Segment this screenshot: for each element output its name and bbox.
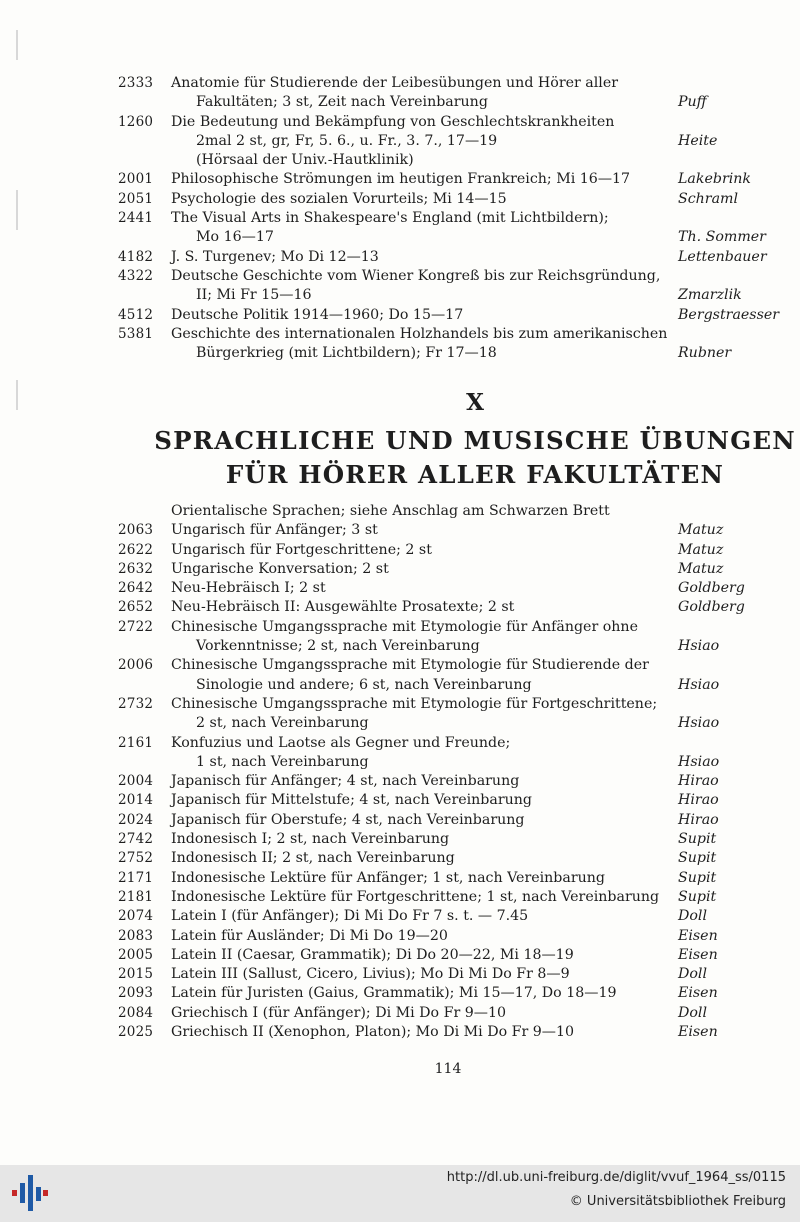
course-entry	[0, 541, 800, 560]
instructor-name: Hsiao	[678, 638, 720, 655]
course-title-line: Latein II (Caesar, Grammatik); Di Do 20—22, Mi 18—19	[171, 946, 574, 963]
course-number: 2074	[118, 908, 154, 925]
course-entry	[0, 946, 800, 965]
course-entry	[0, 927, 800, 946]
course-entry	[0, 209, 800, 248]
course-title-line: Die Bedeutung und Bekämpfung von Geschlechtskrankheiten	[171, 113, 615, 130]
instructor-name: Puff	[678, 94, 707, 111]
course-number: 4322	[118, 267, 154, 284]
course-number: 5381	[118, 325, 154, 342]
instructor-name: Zmarzlik	[678, 287, 742, 304]
course-title-line: Latein für Ausländer; Di Mi Do 19—20	[171, 927, 448, 944]
instructor-name: Matuz	[678, 541, 724, 558]
course-number: 2015	[118, 966, 154, 983]
course-number: 2632	[118, 560, 154, 577]
course-number: 2622	[118, 541, 154, 558]
course-title-line: Anatomie für Studierende der Leibesübungen und Hörer aller	[171, 75, 619, 91]
section-title-line2: FÜR HÖRER ALLER FAKULTÄTEN	[225, 460, 725, 489]
course-number: 2025	[118, 1024, 154, 1041]
instructor-name: Lakebrink	[678, 171, 752, 188]
footer-bar	[0, 1165, 800, 1222]
course-title-line: Sinologie und andere; 6 st, nach Vereinbarung	[196, 676, 532, 693]
course-number: 2732	[118, 695, 154, 712]
course-number: 2441	[118, 210, 154, 227]
instructor-name: Hsiao	[678, 676, 720, 693]
course-title-line: Neu-Hebräisch II: Ausgewählte Prosatexte; 2 st	[171, 599, 515, 616]
course-entry	[0, 521, 800, 540]
course-title-line: Ungarisch für Anfänger; 3 st	[171, 522, 378, 539]
course-title-line: Latein für Juristen (Gaius, Grammatik); Mi 15—17, Do 18—19	[171, 985, 617, 1002]
course-entry	[0, 1004, 800, 1023]
course-number: 2063	[118, 522, 154, 539]
course-number: 2051	[118, 190, 154, 207]
instructor-name: Goldberg	[678, 599, 745, 616]
course-title-line: 1 st, nach Vereinbarung	[196, 753, 369, 770]
instructor-name: Supit	[678, 888, 717, 905]
course-entry	[0, 888, 800, 907]
course-title-line: Geschichte des internationalen Holzhandels bis zum amerikanischen	[171, 325, 668, 342]
instructor-name: Supit	[678, 869, 717, 886]
course-number: 2024	[118, 811, 154, 828]
course-entry	[0, 267, 800, 306]
course-entry	[0, 502, 800, 521]
course-title-line: Griechisch II (Xenophon, Platon); Mo Di Mi Do Fr 9—10	[171, 1024, 575, 1041]
instructor-name: Matuz	[678, 522, 724, 539]
course-title-line: Indonesische Lektüre für Anfänger; 1 st, nach Vereinbarung	[171, 869, 605, 886]
course-title-line: Indonesisch II; 2 st, nach Vereinbarung	[171, 850, 455, 867]
instructor-name: Supit	[678, 831, 717, 848]
course-entry	[0, 560, 800, 579]
course-entry	[0, 1023, 800, 1042]
instructor-name: Rubner	[678, 345, 732, 362]
instructor-name: Matuz	[678, 560, 724, 577]
section-title-line1: SPRACHLICHE UND MUSISCHE ÜBUNGEN	[154, 426, 796, 455]
instructor-name: Hirao	[678, 792, 719, 809]
course-entry	[0, 849, 800, 868]
course-title-line: II; Mi Fr 15—16	[196, 287, 312, 304]
course-entry	[0, 113, 800, 171]
course-number: 2093	[118, 985, 154, 1002]
course-entry	[0, 598, 800, 617]
course-entry	[0, 325, 800, 364]
course-entry	[0, 830, 800, 849]
course-title-line: Mo 16—17	[196, 229, 274, 246]
course-title-line: Chinesische Umgangssprache mit Etymologie für Fortgeschrittene;	[171, 695, 658, 712]
course-title-line: Bürgerkrieg (mit Lichtbildern); Fr 17—18	[196, 345, 497, 362]
course-number: 1260	[118, 113, 154, 130]
course-title-line: Griechisch I (für Anfänger); Di Mi Do Fr 9—10	[171, 1004, 507, 1021]
course-title-line: Japanisch für Mittelstufe; 4 st, nach Vereinbarung	[171, 792, 532, 809]
library-logo-icon	[10, 1173, 50, 1213]
instructor-name: Hsiao	[678, 715, 720, 732]
course-number: 2161	[118, 734, 154, 751]
course-title-line: Japanisch für Anfänger; 4 st, nach Vereinbarung	[171, 773, 520, 790]
course-entry	[0, 965, 800, 984]
instructor-name: Eisen	[678, 946, 718, 963]
document-url-link[interactable]: http://dl.ub.uni-freiburg.de/diglit/vvuf_1964_ss/0115	[446, 1170, 786, 1185]
course-title-line: Orientalische Sprachen; siehe Anschlag am Schwarzen Brett	[171, 503, 610, 519]
instructor-name: Eisen	[678, 985, 718, 1002]
instructor-name: Doll	[678, 966, 707, 983]
course-title-line: 2mal 2 st, gr, Fr, 5. 6., u. Fr., 3. 7., 17—19	[196, 132, 498, 149]
course-number: 2642	[118, 580, 154, 597]
copyright-notice: © Universitätsbibliothek Freiburg	[569, 1194, 786, 1209]
course-number: 4512	[118, 306, 154, 323]
course-entry	[0, 306, 800, 325]
course-title-line: Konfuzius und Laotse als Gegner und Freunde;	[171, 734, 511, 751]
instructor-name: Heite	[678, 132, 718, 149]
course-title-line: Ungarisch für Fortgeschrittene; 2 st	[171, 541, 432, 558]
course-number: 2742	[118, 831, 154, 848]
course-number: 2006	[118, 657, 154, 674]
course-number: 2171	[118, 869, 154, 886]
course-title-line: Deutsche Geschichte vom Wiener Kongreß bis zur Reichsgründung,	[171, 267, 661, 284]
course-title-line: Fakultäten; 3 st, Zeit nach Vereinbarung	[196, 94, 488, 111]
course-number: 4182	[118, 248, 154, 265]
course-entry	[0, 907, 800, 926]
course-number: 2001	[118, 171, 154, 188]
course-entry	[0, 618, 800, 657]
instructor-name: Hirao	[678, 773, 719, 790]
course-entry	[0, 811, 800, 830]
instructor-name: Supit	[678, 850, 717, 867]
instructor-name: Hirao	[678, 811, 719, 828]
course-entry	[0, 984, 800, 1003]
instructor-name: Goldberg	[678, 580, 745, 597]
course-title-line: The Visual Arts in Shakespeare's England (mit Lichtbildern);	[171, 210, 609, 227]
instructor-name: Eisen	[678, 927, 718, 944]
course-list-bottom	[0, 502, 800, 1042]
course-title-line: Chinesische Umgangssprache mit Etymologie für Anfänger ohne	[171, 618, 638, 635]
course-title-line: Latein III (Sallust, Cicero, Livius); Mo Di Mi Do Fr 8—9	[171, 966, 570, 983]
course-number: 2005	[118, 946, 154, 963]
course-number: 2004	[118, 773, 154, 790]
course-entry	[0, 772, 800, 791]
course-title-line: Neu-Hebräisch I; 2 st	[171, 580, 326, 597]
course-entry	[0, 248, 800, 267]
course-title-line: J. S. Turgenev; Mo Di 12—13	[171, 248, 379, 265]
instructor-name: Doll	[678, 908, 707, 925]
section-number: X	[466, 389, 484, 416]
course-title-line: Indonesische Lektüre für Fortgeschrittene; 1 st, nach Vereinbarung	[171, 888, 660, 905]
page-number: 114	[434, 1061, 462, 1077]
course-number: 2181	[118, 888, 154, 905]
course-title-line: Chinesische Umgangssprache mit Etymologie für Studierende der	[171, 657, 649, 674]
course-number: 2722	[118, 618, 154, 635]
course-title-line: Latein I (für Anfänger); Di Mi Do Fr 7 s. t. — 7.45	[171, 908, 529, 925]
instructor-name: Schraml	[678, 190, 739, 207]
course-title-line: Ungarische Konversation; 2 st	[171, 560, 389, 577]
course-title-line: Deutsche Politik 1914—1960; Do 15—17	[171, 306, 464, 323]
instructor-name: Lettenbauer	[678, 248, 767, 265]
course-number: 2652	[118, 599, 154, 616]
course-entry	[0, 695, 800, 734]
course-entry	[0, 170, 800, 189]
course-number: 2083	[118, 927, 154, 944]
course-entry	[0, 791, 800, 810]
instructor-name: Th. Sommer	[678, 229, 766, 246]
course-title-line: Vorkenntnisse; 2 st, nach Vereinbarung	[196, 638, 480, 655]
course-entry	[0, 579, 800, 598]
course-entry	[0, 74, 800, 113]
scan-margin-mark	[16, 30, 18, 60]
course-entry	[0, 734, 800, 773]
instructor-name: Eisen	[678, 1024, 718, 1041]
course-entry	[0, 869, 800, 888]
course-title-line: 2 st, nach Vereinbarung	[196, 715, 369, 732]
course-entry	[0, 190, 800, 209]
course-number: 2333	[118, 75, 154, 91]
course-title-line: Japanisch für Oberstufe; 4 st, nach Vereinbarung	[171, 811, 525, 828]
course-number: 2752	[118, 850, 154, 867]
instructor-name: Doll	[678, 1004, 707, 1021]
course-title-line: Philosophische Strömungen im heutigen Frankreich; Mi 16—17	[171, 171, 631, 188]
course-title-line: (Hörsaal der Univ.-Hautklinik)	[196, 152, 414, 169]
course-list-top	[0, 74, 800, 363]
course-number: 2084	[118, 1004, 154, 1021]
instructor-name: Hsiao	[678, 753, 720, 770]
course-title-line: Indonesisch I; 2 st, nach Vereinbarung	[171, 831, 450, 848]
instructor-name: Bergstraesser	[678, 306, 780, 323]
course-number: 2014	[118, 792, 154, 809]
course-title-line: Psychologie des sozialen Vorurteils; Mi 14—15	[171, 190, 507, 207]
course-entry	[0, 656, 800, 695]
